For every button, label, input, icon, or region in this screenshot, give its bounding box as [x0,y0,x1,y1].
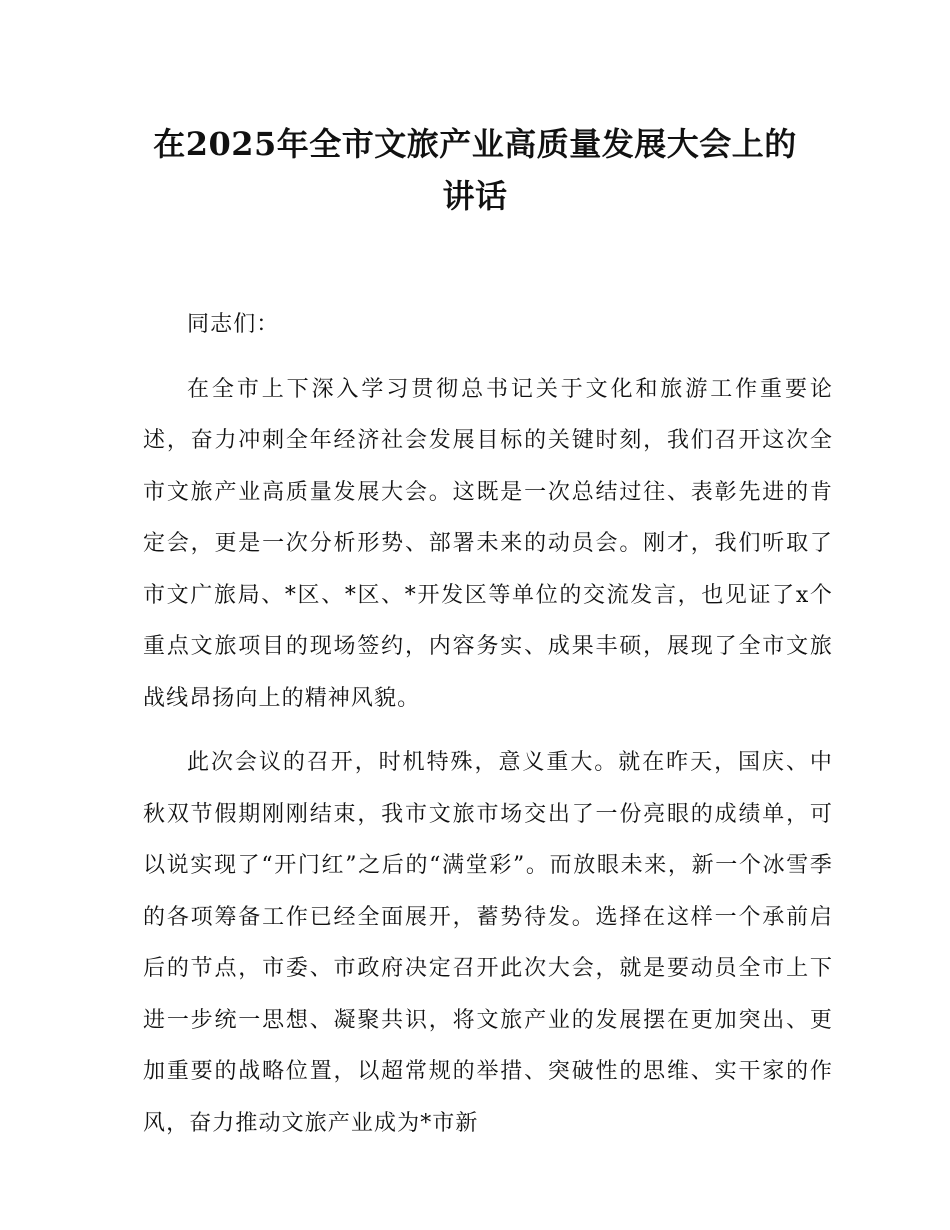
salutation: 同志们： [187,312,280,337]
title-line-2: 讲话 [442,177,508,215]
document-title [100,118,850,222]
paragraph-2: 此次会议的召开，时机特殊，意义重大。就在昨天，国庆、中秋双节假期刚刚结束，我市文旅市场交出了一份亮眼的成绩单，可以说实现了“开门红”之后的“满堂彩”。而放眼未来，新一个冰雪季的各项筹备工作已经全面展开，蓄势待发。选择在这样一个承前启后的节点，市委、市政府决定召开此次大会，就是要动员全市上下进一步统一思想、凝聚共识，将文旅产业的发展摆在更加突出、更加重要的战略位置，以超常规的举措、突破性的思维、实干家的作风，奋力推动文旅产业成为*市新 [143,750,833,1136]
title-line-1: 在2025年全市文旅产业高质量发展大会上的 [153,125,797,163]
paragraph-1: 在全市上下深入学习贯彻总书记关于文化和旅游工作重要论述，奋力冲刺全年经济社会发展目标的关键时刻，我们召开这次全市文旅产业高质量发展大会。这既是一次总结过往、表彰先进的肯定会，更是一次分析形势、部署未来的动员会。刚才，我们听取了市文广旅局、*区、*区、*开发区等单位的交流发言，也见证了x个重点文旅项目的现场签约，内容务实、成果丰硕，展现了全市文旅战线昂扬向上的精神风貌。 [143,376,833,711]
document-body [143,299,833,1162]
